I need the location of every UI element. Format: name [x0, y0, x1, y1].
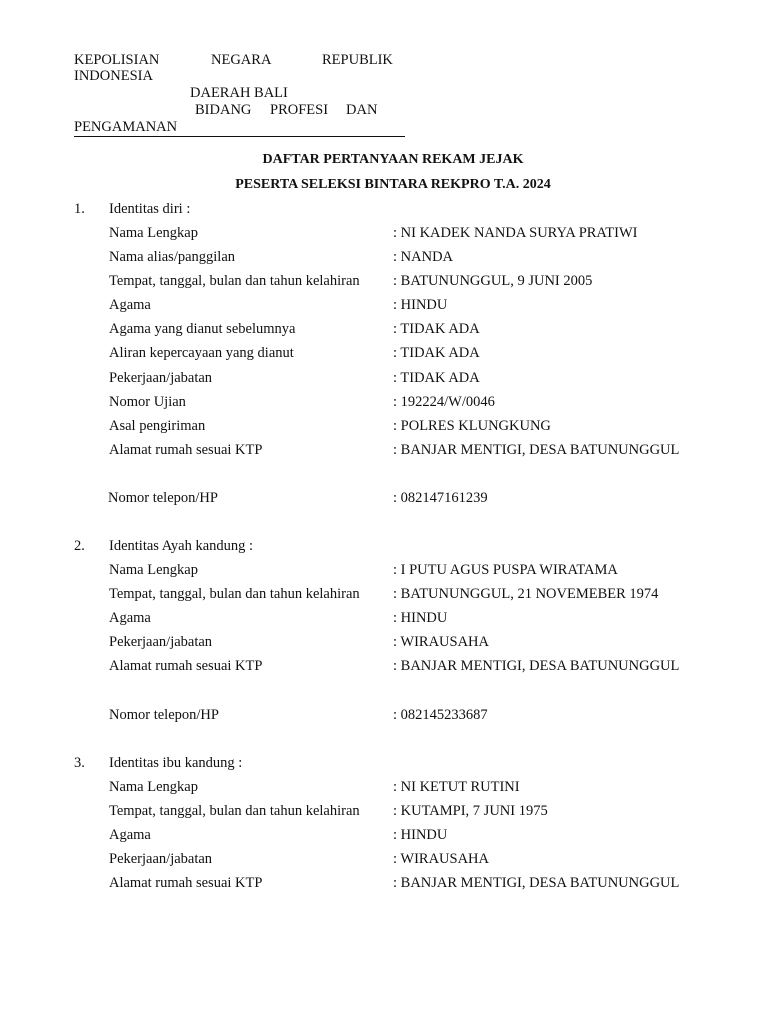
field-value: : NI KADEK NANDA SURYA PRATIWI	[393, 225, 638, 241]
field-label: Alamat rumah sesuai KTP	[109, 442, 263, 458]
field-value: : HINDU	[393, 297, 448, 313]
field-value: : 192224/W/0046	[393, 394, 495, 410]
field-value: : POLRES KLUNGKUNG	[393, 418, 551, 434]
document-subtitle: PESERTA SELEKSI BINTARA REKPRO T.A. 2024	[235, 177, 551, 192]
header-line-pengamanan: PENGAMANAN	[74, 119, 178, 135]
field-label: Nomor telepon/HP	[109, 707, 219, 723]
field-row	[0, 321, 768, 338]
field-value: : NANDA	[393, 249, 454, 265]
field-value: : 082145233687	[393, 707, 488, 723]
field-row	[0, 418, 768, 435]
field-row	[0, 225, 768, 242]
document-title: DAFTAR PERTANYAAN REKAM JEJAK	[262, 152, 524, 167]
field-row	[0, 273, 768, 290]
field-row	[0, 610, 768, 627]
section-title: Identitas diri :	[109, 201, 191, 217]
field-label: Asal pengiriman	[109, 418, 206, 434]
header-word-bidang: BIDANG	[195, 102, 252, 118]
section-title: Identitas Ayah kandung :	[109, 538, 254, 554]
field-value: : BANJAR MENTIGI, DESA BATUNUNGGUL	[393, 875, 680, 891]
field-label: Nama Lengkap	[109, 779, 198, 795]
field-row	[0, 827, 768, 844]
field-label: Pekerjaan/jabatan	[109, 851, 213, 867]
field-label: Aliran kepercayaan yang dianut	[109, 345, 294, 361]
section-number: 1.	[74, 201, 85, 217]
section-heading	[0, 755, 768, 772]
field-value: : 082147161239	[393, 490, 488, 506]
field-row	[0, 297, 768, 314]
field-row	[0, 707, 768, 724]
field-label: Tempat, tanggal, bulan dan tahun kelahiran	[109, 273, 360, 289]
field-value: : BANJAR MENTIGI, DESA BATUNUNGGUL	[393, 658, 680, 674]
section-heading	[0, 538, 768, 555]
field-label: Agama	[109, 297, 151, 313]
header-word-profesi: PROFESI	[270, 102, 329, 118]
field-value: : KUTAMPI, 7 JUNI 1975	[393, 803, 548, 819]
field-row	[0, 658, 768, 675]
header-line-daerah: DAERAH BALI	[190, 85, 288, 101]
field-label: Nama Lengkap	[109, 562, 198, 578]
field-label: Pekerjaan/jabatan	[109, 634, 213, 650]
field-row	[0, 875, 768, 892]
field-value: : WIRAUSAHA	[393, 851, 489, 867]
section-number: 3.	[74, 755, 85, 771]
field-label: Tempat, tanggal, bulan dan tahun kelahiran	[109, 586, 360, 602]
field-row	[0, 779, 768, 796]
field-row	[0, 345, 768, 362]
field-label: Nomor telepon/HP	[108, 490, 218, 506]
field-value: : TIDAK ADA	[393, 321, 480, 337]
field-value: : BATUNUNGGUL, 9 JUNI 2005	[393, 273, 593, 289]
field-value: : BANJAR MENTIGI, DESA BATUNUNGGUL	[393, 442, 680, 458]
field-row	[0, 851, 768, 868]
field-label: Agama	[109, 610, 151, 626]
field-row	[0, 562, 768, 579]
field-value: : HINDU	[393, 610, 448, 626]
field-value: : TIDAK ADA	[393, 345, 480, 361]
field-label: Pekerjaan/jabatan	[109, 370, 213, 386]
field-value: : HINDU	[393, 827, 448, 843]
field-row	[0, 634, 768, 651]
field-label: Alamat rumah sesuai KTP	[109, 658, 263, 674]
section-heading	[0, 201, 768, 218]
section-number: 2.	[74, 538, 85, 554]
header-word-dan: DAN	[346, 102, 378, 118]
field-label: Nama alias/panggilan	[109, 249, 236, 265]
header-word-negara: NEGARA	[211, 52, 272, 68]
field-label: Nama Lengkap	[109, 225, 198, 241]
field-row	[0, 394, 768, 411]
section-title: Identitas ibu kandung :	[109, 755, 243, 771]
field-label: Tempat, tanggal, bulan dan tahun kelahiran	[109, 803, 360, 819]
field-label: Nomor Ujian	[109, 394, 186, 410]
header-word-kepolisian: KEPOLISIAN	[74, 52, 160, 68]
header-line-indonesia: INDONESIA	[74, 68, 153, 84]
field-value: : TIDAK ADA	[393, 370, 480, 386]
field-row	[0, 249, 768, 266]
field-row	[0, 442, 768, 459]
field-label: Alamat rumah sesuai KTP	[109, 875, 263, 891]
header-word-republik: REPUBLIK	[322, 52, 393, 68]
field-value: : WIRAUSAHA	[393, 634, 489, 650]
field-row	[0, 370, 768, 387]
field-row	[0, 586, 768, 603]
field-value: : NI KETUT RUTINI	[393, 779, 520, 795]
field-value: : BATUNUNGGUL, 21 NOVEMEBER 1974	[393, 586, 659, 602]
field-label: Agama yang dianut sebelumnya	[109, 321, 296, 337]
header-divider	[74, 136, 405, 137]
field-row	[0, 490, 768, 507]
field-value: : I PUTU AGUS PUSPA WIRATAMA	[393, 562, 618, 578]
field-label: Agama	[109, 827, 151, 843]
field-row	[0, 803, 768, 820]
